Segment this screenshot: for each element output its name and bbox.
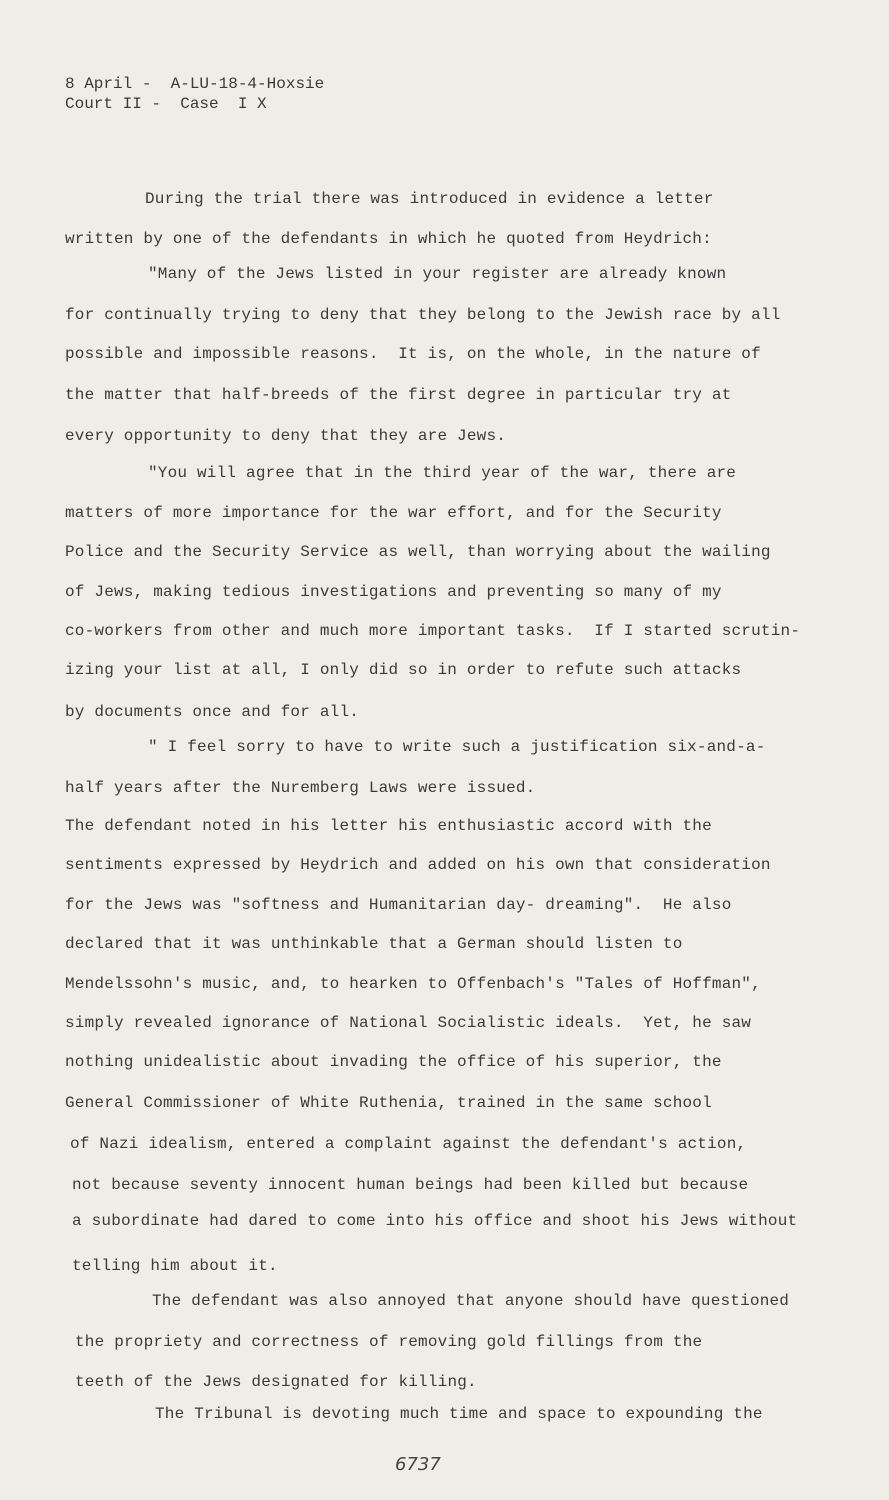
text-line: the matter that half-breeds of the first degree in particular try at	[65, 386, 732, 404]
text-line: for continually trying to deny that they belong to the Jewish race by all	[65, 306, 781, 324]
text-line: of Nazi idealism, entered a complaint against the defendant's action,	[70, 1135, 747, 1153]
text-line: telling him about it.	[72, 1257, 278, 1275]
text-line: simply revealed ignorance of National Socialistic ideals. Yet, he saw	[65, 1014, 752, 1032]
page-number: 6737	[395, 1454, 441, 1475]
text-line: half years after the Nuremberg Laws were issued.	[65, 779, 536, 797]
text-line: a subordinate had dared to come into his office and shoot his Jews without	[72, 1212, 798, 1230]
text-line: General Commissioner of White Ruthenia, trained in the same school	[65, 1094, 712, 1112]
text-line: the propriety and correctness of removing gold fillings from the	[75, 1333, 703, 1351]
text-line: The Tribunal is devoting much time and space to expounding the	[155, 1405, 763, 1423]
text-line: nothing unidealistic about invading the office of his superior, the	[65, 1053, 722, 1071]
text-line: " I feel sorry to have to write such a justification six-and-a-	[148, 738, 766, 756]
text-line: matters of more importance for the war effort, and for the Security	[65, 504, 722, 522]
text-line: Mendelssohn's music, and, to hearken to Offenbach's "Tales of Hoffman",	[65, 975, 761, 993]
text-line: written by one of the defendants in which he quoted from Heydrich:	[65, 230, 712, 248]
text-line: Police and the Security Service as well, than worrying about the wailing	[65, 543, 771, 561]
text-line: every opportunity to deny that they are Jews.	[65, 427, 507, 445]
text-line: co-workers from other and much more important tasks. If I started scrutin-	[65, 622, 801, 640]
text-line: teeth of the Jews designated for killing.	[75, 1373, 477, 1391]
text-line: "Many of the Jews listed in your register are already known	[148, 265, 727, 283]
text-line: sentiments expressed by Heydrich and added on his own that consideration	[65, 856, 771, 874]
text-line: by documents once and for all.	[65, 703, 360, 721]
text-line: possible and impossible reasons. It is, on the whole, in the nature of	[65, 345, 761, 363]
text-line: not because seventy innocent human beings had been killed but because	[72, 1176, 749, 1194]
text-line: izing your list at all, I only did so in order to refute such attacks	[65, 661, 742, 679]
header-line-2: Court II - Case I X	[65, 95, 267, 113]
text-line: During the trial there was introduced in evidence a letter	[145, 190, 714, 208]
text-line: The defendant was also annoyed that anyone should have questioned	[152, 1292, 790, 1310]
text-line: of Jews, making tedious investigations and preventing so many of my	[65, 583, 722, 601]
text-line: for the Jews was "softness and Humanitarian day- dreaming". He also	[65, 896, 732, 914]
text-line: The defendant noted in his letter his enthusiastic accord with the	[65, 817, 712, 835]
header-line-1: 8 April - A-LU-18-4-Hoxsie	[65, 75, 325, 93]
text-line: declared that it was unthinkable that a German should listen to	[65, 935, 683, 953]
text-line: "You will agree that in the third year of the war, there are	[148, 464, 737, 482]
